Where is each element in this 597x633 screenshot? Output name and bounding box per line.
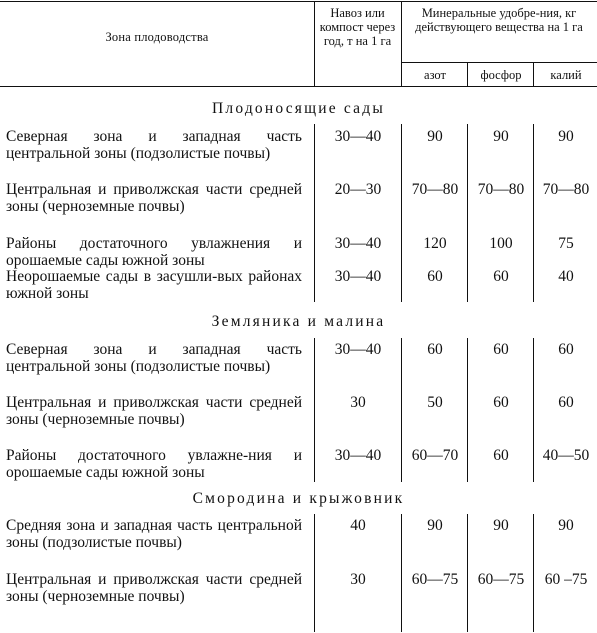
manure-cell: 30 bbox=[350, 571, 366, 588]
potassium-cell: 90 bbox=[558, 517, 574, 534]
manure-cell: 30 bbox=[350, 394, 366, 411]
column-divider bbox=[401, 514, 402, 632]
column-divider bbox=[467, 124, 468, 302]
column-divider bbox=[467, 62, 468, 86]
column-divider bbox=[533, 62, 534, 86]
nitrogen-cell: 50 bbox=[427, 394, 443, 411]
manure-column-header: Навоз или компост через год, т на 1 га bbox=[319, 6, 396, 48]
potassium-cell: 60 –75 bbox=[544, 571, 588, 588]
nitrogen-cell: 60—70 bbox=[411, 447, 459, 464]
column-divider bbox=[314, 124, 315, 302]
nitrogen-cell: 60 bbox=[427, 268, 443, 285]
phosphorus-cell: 100 bbox=[489, 235, 513, 252]
nitrogen-cell: 60 bbox=[427, 341, 443, 358]
zone-cell: Средняя зона и западная часть центральной зоны (подзолистые почвы) bbox=[6, 517, 302, 551]
potassium-cell: 75 bbox=[558, 235, 574, 252]
zone-cell: Центральная и приволжская части средней зоны (черноземные почвы) bbox=[6, 394, 302, 428]
potassium-cell: 90 bbox=[558, 128, 574, 145]
phosphorus-cell: 60 bbox=[493, 394, 509, 411]
column-divider bbox=[314, 338, 315, 482]
potassium-cell: 60 bbox=[558, 341, 574, 358]
nitrogen-cell: 60—75 bbox=[411, 571, 459, 588]
nitrogen-header: азот bbox=[424, 68, 446, 82]
subheader-rule bbox=[401, 62, 597, 63]
manure-cell: 40 bbox=[350, 517, 366, 534]
nitrogen-cell: 90 bbox=[427, 517, 443, 534]
potassium-header: калий bbox=[550, 68, 582, 82]
phosphorus-cell: 60 bbox=[493, 268, 509, 285]
phosphorus-cell: 60 bbox=[493, 447, 509, 464]
mineral-column-header: Минеральные удобре-ния, кг действующего вещества на 1 га bbox=[415, 6, 583, 34]
zone-cell: Районы достаточного увлажне-ния и орошаемые сады южной зоны bbox=[6, 447, 302, 481]
manure-cell: 30—40 bbox=[334, 341, 382, 358]
section-title: Смородина и крыжовник bbox=[192, 490, 405, 507]
zone-column-header: Зона плодоводства bbox=[105, 30, 209, 44]
manure-cell: 20—30 bbox=[334, 181, 382, 198]
section-title: Земляника и малина bbox=[211, 313, 386, 330]
column-divider bbox=[533, 514, 534, 632]
section-title: Плодоносящие сады bbox=[212, 100, 385, 117]
nitrogen-cell: 70—80 bbox=[411, 181, 459, 198]
column-divider bbox=[533, 338, 534, 482]
zone-cell: Неорошаемые сады в засушли-вых районах южной зоны bbox=[6, 268, 302, 302]
manure-cell: 30—40 bbox=[334, 447, 382, 464]
potassium-cell: 40—50 bbox=[542, 447, 590, 464]
potassium-cell: 40 bbox=[558, 268, 574, 285]
zone-cell: Центральная и приволжская части средней зоны (черноземные почвы) bbox=[6, 181, 302, 215]
column-divider bbox=[533, 124, 534, 302]
table-top-rule bbox=[0, 1, 597, 2]
manure-cell: 30—40 bbox=[334, 128, 382, 145]
phosphorus-header: фосфор bbox=[480, 68, 522, 82]
manure-cell: 30—40 bbox=[334, 268, 382, 285]
potassium-cell: 60 bbox=[558, 394, 574, 411]
manure-cell: 30—40 bbox=[334, 235, 382, 252]
column-divider bbox=[401, 338, 402, 482]
phosphorus-cell: 60 bbox=[493, 341, 509, 358]
column-divider bbox=[467, 338, 468, 482]
phosphorus-cell: 60—75 bbox=[477, 571, 525, 588]
phosphorus-cell: 90 bbox=[493, 517, 509, 534]
column-divider bbox=[314, 514, 315, 632]
nitrogen-cell: 90 bbox=[427, 128, 443, 145]
zone-cell: Районы достаточного увлажнения и орошаемые сады южной зоны bbox=[6, 235, 302, 269]
header-bottom-rule bbox=[0, 86, 597, 87]
column-divider bbox=[467, 514, 468, 632]
column-divider bbox=[401, 124, 402, 302]
zone-cell: Северная зона и западная часть центральной зоны (подзолистые почвы) bbox=[6, 128, 302, 162]
potassium-cell: 70—80 bbox=[542, 181, 590, 198]
nitrogen-cell: 120 bbox=[423, 235, 447, 252]
phosphorus-cell: 90 bbox=[493, 128, 509, 145]
zone-cell: Северная зона и западная часть центральной зоны (подзолистые почвы) bbox=[6, 341, 302, 375]
phosphorus-cell: 70—80 bbox=[477, 181, 525, 198]
zone-cell: Центральная и приволжская части средней зоны (черноземные почвы) bbox=[6, 571, 302, 605]
